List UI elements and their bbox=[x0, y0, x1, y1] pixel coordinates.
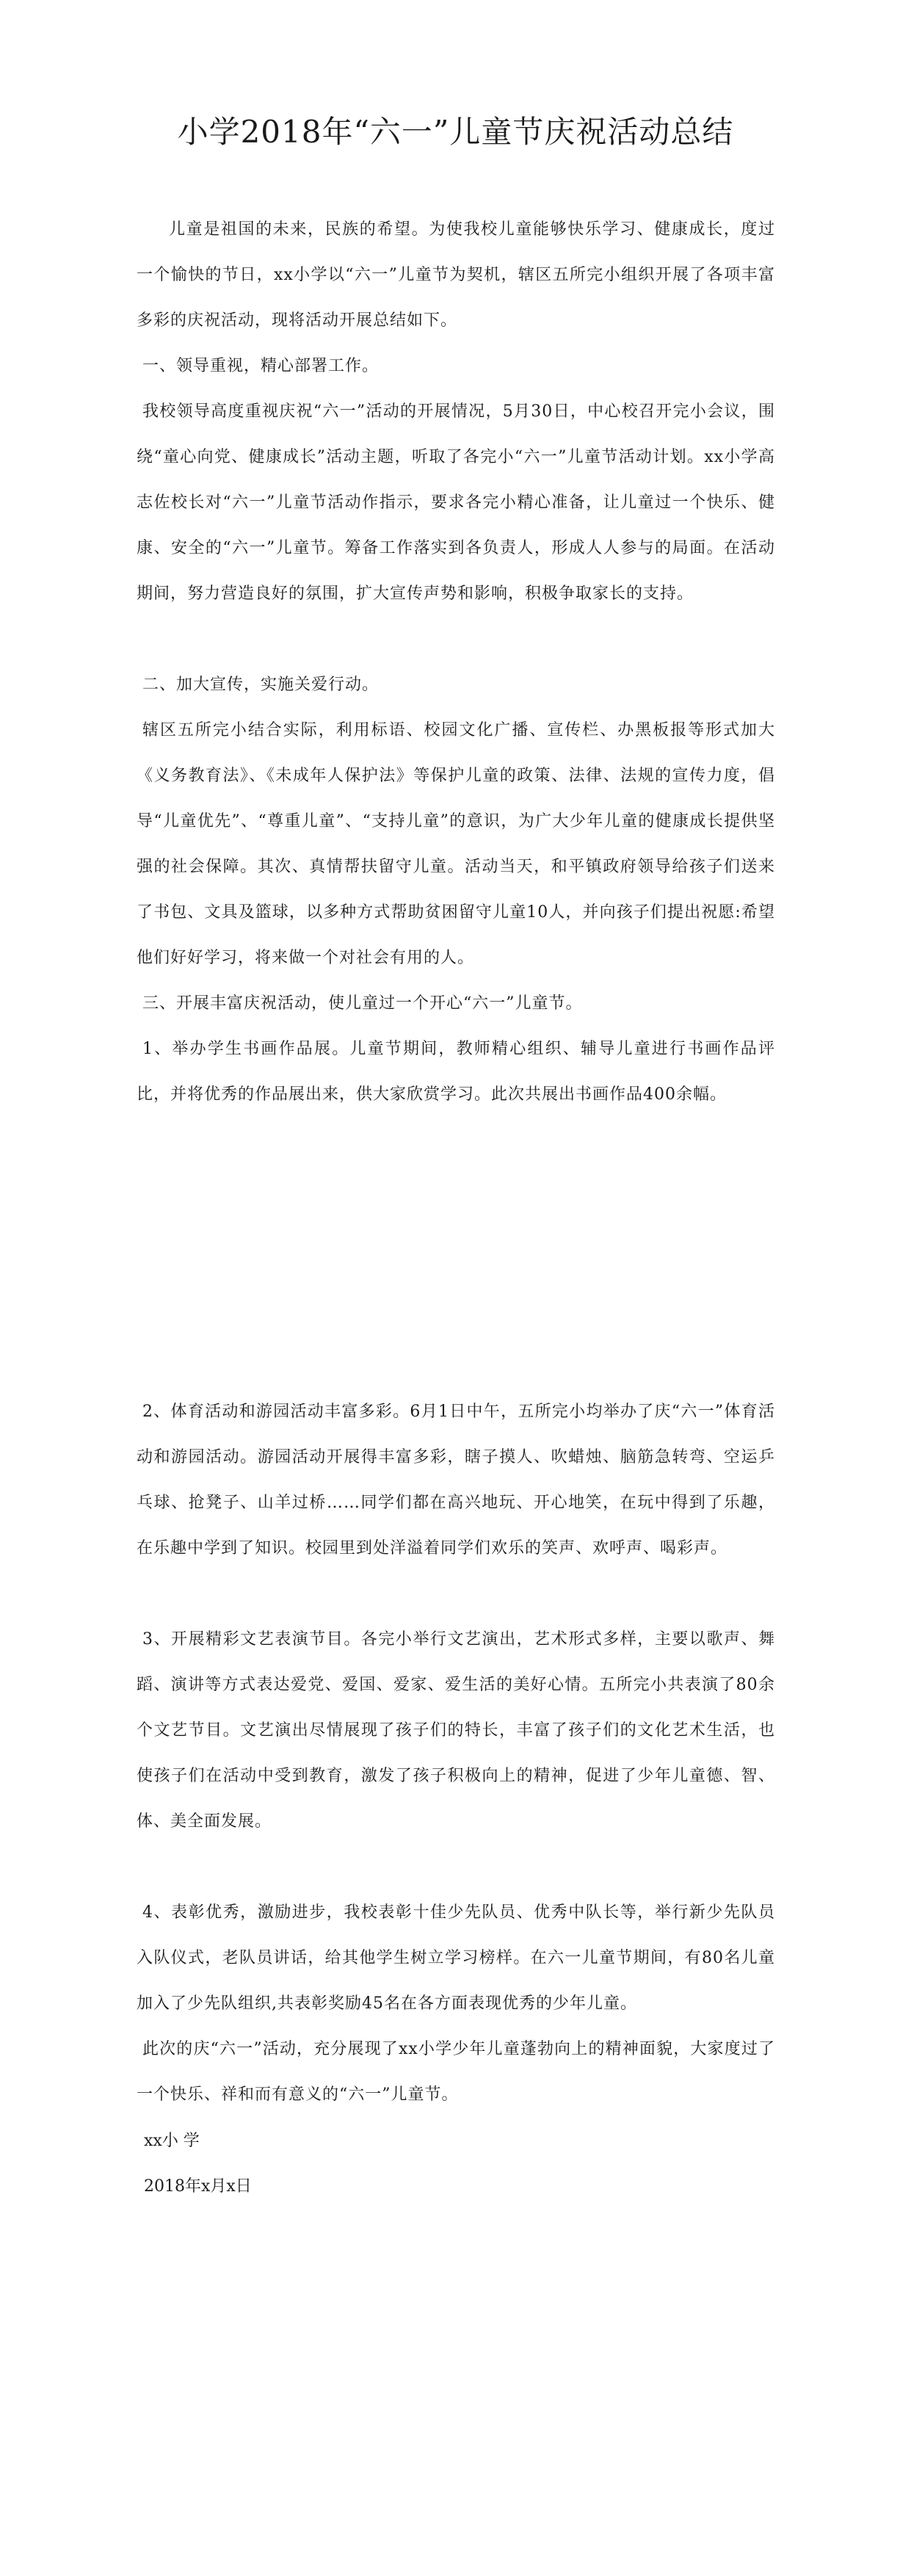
item3-paragraph: 3、开展精彩文艺表演节目。各完小举行文艺演出，艺术形式多样，主要以歌声、舞蹈、演讲等方式表达爱党、爱国、爱家、爱生活的美好心情。五所完小共表演了80余个文艺节目。文艺演出尽情展现了孩子们的特长，丰富了孩子们的文化艺术生活，也使孩子们在活动中受到教育，激发了孩子积极向上的精神，促进了少年儿童德、智、体、美全面发展。 bbox=[137, 1630, 775, 1831]
intro-paragraph: 儿童是祖国的未来，民族的希望。为使我校儿童能够快乐学习、健康成长，度过一个愉快的节日，xx小学以“六一”儿童节为契机，辖区五所完小组织开展了各项丰富多彩的庆祝活动，现将活动开展总结如下。 bbox=[137, 220, 775, 330]
item4-paragraph: 4、表彰优秀，激励进步，我校表彰十佳少先队员、优秀中队长等，举行新少先队员入队仪式，老队员讲话，给其他学生树立学习榜样。在六一儿童节期间，有80名儿童加入了少先队组织,共表彰奖励45名在各方面表现优秀的少年儿童。 bbox=[137, 1903, 775, 2013]
date: 2018年x月x日 bbox=[144, 2177, 252, 2196]
section1-paragraph: 我校领导高度重视庆祝“六一”活动的开展情况，5月30日，中心校召开完小会议，围绕“童心向党、健康成长”活动主题，听取了各完小“六一”儿童节活动计划。xx小学高志佐校长对“六一”儿童节活动作指示，要求各完小精心准备，让儿童过一个快乐、健康、安全的“六一”儿童节。筹备工作落实到各负责人，形成人人参与的局面。在活动期间，努力营造良好的氛围，扩大宣传声势和影响，积极争取家长的支持。 bbox=[137, 402, 775, 603]
section3-heading: 三、开展丰富庆祝活动，使儿童过一个开心“六一”儿童节。 bbox=[142, 994, 583, 1013]
section2-paragraph: 辖区五所完小结合实际，利用标语、校园文化广播、宣传栏、办黑板报等形式加大《义务教育法》、《未成年人保护法》等保护儿童的政策、法律、法规的宣传力度，倡导“儿童优先”、“尊重儿童”、“支持儿童”的意识，为广大少年儿童的健康成长提供坚强的社会保障。其次、真情帮扶留守儿童。活动当天，和平镇政府领导给孩子们送来了书包、文具及篮球，以多种方式帮助贫困留守儿童10人，并向孩子们提出祝愿:希望他们好好学习，将来做一个对社会有用的人。 bbox=[137, 721, 775, 967]
conclusion-paragraph: 此次的庆“六一”活动，充分展现了xx小学少年儿童蓬勃向上的精神面貌，大家度过了一个快乐、祥和而有意义的“六一”儿童节。 bbox=[137, 2040, 775, 2104]
item2-paragraph: 2、体育活动和游园活动丰富多彩。6月1日中午，五所完小均举办了庆“六一”体育活动和游园活动。游园活动开展得丰富多彩，瞎子摸人、吹蜡烛、脑筋急转弯、空运乒乓球、抢凳子、山羊过桥……同学们都在高兴地玩、开心地笑，在玩中得到了乐趣，在乐趣中学到了知识。校园里到处洋溢着同学们欢乐的笑声、欢呼声、喝彩声。 bbox=[137, 1403, 775, 1557]
artwork-image-placeholder bbox=[137, 1175, 775, 1381]
section2-heading: 二、加大宣传，实施关爱行动。 bbox=[142, 676, 380, 694]
section1-heading: 一、领导重视，精心部署工作。 bbox=[142, 357, 380, 375]
signature: xx小 学 bbox=[144, 2132, 200, 2150]
document-title: 小学2018年“六一”儿童节庆祝活动总结 bbox=[177, 114, 734, 150]
item1-paragraph: 1、举办学生书画作品展。儿童节期间，教师精心组织、辅导儿童进行书画作品评比，并将优秀的作品展出来，供大家欣赏学习。此次共展出书画作品400余幅。 bbox=[137, 1040, 775, 1104]
